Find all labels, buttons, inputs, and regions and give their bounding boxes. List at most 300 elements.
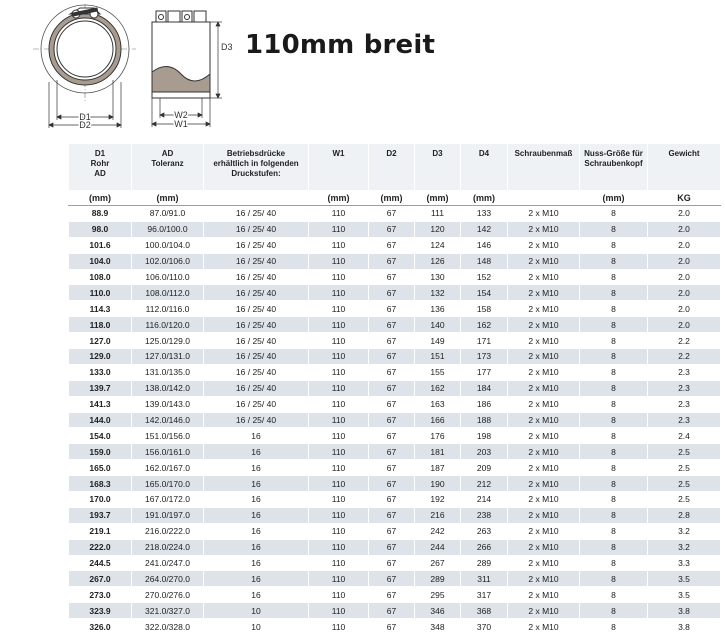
table-row [69,476,721,492]
table-cell: 129.0 [69,349,132,365]
table-cell: 2.2 [648,333,721,349]
table-cell: 67 [369,523,415,539]
table-cell: 16 / 25/ 40 [204,349,309,365]
table-cell: 219.1 [69,523,132,539]
table-cell: 110 [309,428,369,444]
header-line: D4 [478,149,490,158]
table-cell: 10 [204,619,309,635]
table-cell: 8 [580,221,648,237]
table-cell: 110 [309,587,369,603]
table-cell: 8 [580,301,648,317]
table-row [69,571,721,587]
table-cell: 67 [369,444,415,460]
table-cell: 2 x M10 [508,333,580,349]
table-cell: 127.0/131.0 [132,349,204,365]
header-ad [132,144,204,191]
table-cell: 2 x M10 [508,507,580,523]
label-d1: D1 [79,112,91,122]
table-cell: 165.0/170.0 [132,476,204,492]
table-cell: 212 [461,476,508,492]
unit-cell: (mm) [132,191,204,206]
table-cell: 110 [309,523,369,539]
table-cell: 16 [204,571,309,587]
units-row [69,191,721,206]
table-cell: 3.8 [648,619,721,635]
table-cell: 67 [369,428,415,444]
table-row [69,539,721,555]
table-cell: 165.0 [69,460,132,476]
header-line: Nuss-Größe für [584,149,643,158]
table-cell: 2 x M10 [508,269,580,285]
table-cell: 348 [415,619,461,635]
table-cell: 110 [309,364,369,380]
table-cell: 136 [415,301,461,317]
table-cell: 166 [415,412,461,428]
table-cell: 114.3 [69,301,132,317]
table-cell: 67 [369,603,415,619]
table-cell: 110 [309,412,369,428]
front-view [33,4,136,102]
table-cell: 67 [369,476,415,492]
header-line: AD [161,149,174,158]
header-line: D1 [94,149,106,158]
table-cell: 67 [369,333,415,349]
side-view [152,11,210,98]
table-cell: 67 [369,539,415,555]
table-cell: 16 [204,587,309,603]
label-w2: W2 [174,110,188,120]
table-cell: 267.0 [69,571,132,587]
table-cell: 144.0 [69,412,132,428]
header-line: Schraubenmaß [514,149,573,158]
table-cell: 154 [461,285,508,301]
table-cell: 162 [461,317,508,333]
table-cell: 222.0 [69,539,132,555]
table-cell: 158 [461,301,508,317]
table-row [69,587,721,603]
table-cell: 2 x M10 [508,364,580,380]
table-cell: 67 [369,571,415,587]
unit-cell [508,191,580,206]
table-cell: 321.0/327.0 [132,603,204,619]
table-cell: 311 [461,571,508,587]
table-cell: 67 [369,555,415,571]
table-cell: 146 [461,237,508,253]
table-cell: 139.7 [69,380,132,396]
table-cell: 141.3 [69,396,132,412]
table-cell: 8 [580,460,648,476]
table-cell: 100.0/104.0 [132,237,204,253]
table-cell: 218.0/224.0 [132,539,204,555]
spec-table [68,143,721,635]
table-cell: 170.0 [69,492,132,508]
unit-cell: (mm) [461,191,508,206]
table-cell: 187 [415,460,461,476]
table-cell: 2 x M10 [508,571,580,587]
table-cell: 2 x M10 [508,587,580,603]
table-cell: 67 [369,317,415,333]
header-line: Schraubenkopf [584,159,643,168]
table-cell: 101.6 [69,237,132,253]
header-line: D3 [432,149,443,158]
table-cell: 110 [309,317,369,333]
table-cell: 2 x M10 [508,396,580,412]
table-cell: 67 [369,237,415,253]
table-cell: 67 [369,349,415,365]
table-cell: 2.0 [648,301,721,317]
unit-cell: (mm) [415,191,461,206]
table-cell: 322.0/328.0 [132,619,204,635]
table-cell: 2 x M10 [508,253,580,269]
table-cell: 216.0/222.0 [132,523,204,539]
table-cell: 108.0 [69,269,132,285]
table-cell: 2 x M10 [508,412,580,428]
table-cell: 8 [580,492,648,508]
table-cell: 110 [309,539,369,555]
table-cell: 270.0/276.0 [132,587,204,603]
table-cell: 2.5 [648,492,721,508]
table-cell: 168.3 [69,476,132,492]
table-cell: 2.0 [648,317,721,333]
table-cell: 16 [204,460,309,476]
table-cell: 110 [309,237,369,253]
table-cell: 8 [580,539,648,555]
table-cell: 149 [415,333,461,349]
table-cell: 3.5 [648,571,721,587]
table-row [69,349,721,365]
table-cell: 167.0/172.0 [132,492,204,508]
table-cell: 154.0 [69,428,132,444]
table-row [69,221,721,237]
table-cell: 130 [415,269,461,285]
table-cell: 132 [415,285,461,301]
table-cell: 3.8 [648,603,721,619]
table-cell: 2 x M10 [508,555,580,571]
clamp-technical-drawing [28,2,238,130]
header-screw [508,144,580,191]
unit-cell: (mm) [580,191,648,206]
table-cell: 176 [415,428,461,444]
header-line: Toleranz [151,159,184,168]
table-cell: 16 / 25/ 40 [204,317,309,333]
table-cell: 67 [369,269,415,285]
header-w1 [309,144,369,191]
table-cell: 2 x M10 [508,523,580,539]
table-cell: 267 [415,555,461,571]
label-d2: D2 [79,120,91,130]
table-cell: 67 [369,507,415,523]
header-row [69,144,721,191]
table-cell: 8 [580,619,648,635]
header-line: erhältlich in folgenden [213,159,299,168]
header-nut [580,144,648,191]
table-cell: 8 [580,507,648,523]
table-cell: 295 [415,587,461,603]
table-cell: 127.0 [69,333,132,349]
table-cell: 16 [204,539,309,555]
table-cell: 152 [461,269,508,285]
table-cell: 317 [461,587,508,603]
table-cell: 133 [461,206,508,222]
table-cell: 16 [204,476,309,492]
table-cell: 16 / 25/ 40 [204,206,309,222]
table-cell: 110 [309,396,369,412]
unit-cell: (mm) [309,191,369,206]
unit-cell [204,191,309,206]
table-cell: 110 [309,380,369,396]
table-cell: 2.0 [648,285,721,301]
header-line: D2 [386,149,397,158]
table-row [69,396,721,412]
table-row [69,380,721,396]
table-cell: 2.2 [648,349,721,365]
table-cell: 8 [580,523,648,539]
table-cell: 10 [204,603,309,619]
label-w1: W1 [174,119,188,129]
table-cell: 110 [309,571,369,587]
table-cell: 289 [461,555,508,571]
table-cell: 203 [461,444,508,460]
table-row [69,237,721,253]
table-cell: 126 [415,253,461,269]
table-cell: 2 x M10 [508,492,580,508]
table-cell: 242 [415,523,461,539]
table-cell: 2.5 [648,476,721,492]
table-cell: 110 [309,285,369,301]
table-cell: 96.0/100.0 [132,221,204,237]
table-cell: 171 [461,333,508,349]
table-cell: 370 [461,619,508,635]
table-cell: 244 [415,539,461,555]
table-cell: 102.0/106.0 [132,253,204,269]
table-row [69,269,721,285]
table-cell: 16 / 25/ 40 [204,380,309,396]
table-cell: 188 [461,412,508,428]
table-cell: 2 x M10 [508,380,580,396]
table-cell: 110 [309,333,369,349]
table-row [69,285,721,301]
header-weight [648,144,721,191]
table-cell: 87.0/91.0 [132,206,204,222]
table-cell: 8 [580,428,648,444]
table-row [69,603,721,619]
table-cell: 16 / 25/ 40 [204,333,309,349]
table-cell: 139.0/143.0 [132,396,204,412]
table-cell: 184 [461,380,508,396]
table-row [69,460,721,476]
table-cell: 67 [369,492,415,508]
table-cell: 151 [415,349,461,365]
table-cell: 2 x M10 [508,603,580,619]
table-cell: 2.4 [648,428,721,444]
table-cell: 67 [369,206,415,222]
table-cell: 3.5 [648,587,721,603]
table-cell: 2.3 [648,396,721,412]
table-cell: 142.0/146.0 [132,412,204,428]
table-cell: 110 [309,349,369,365]
table-cell: 151.0/156.0 [132,428,204,444]
table-cell: 8 [580,285,648,301]
page-title: 110mm breit [245,30,436,60]
table-cell: 16 / 25/ 40 [204,412,309,428]
label-d3: D3 [221,42,233,52]
table-row [69,619,721,635]
table-cell: 238 [461,507,508,523]
table-cell: 209 [461,460,508,476]
table-cell: 110 [309,555,369,571]
table-cell: 3.2 [648,539,721,555]
table-row [69,555,721,571]
table-cell: 155 [415,364,461,380]
table-cell: 2 x M10 [508,476,580,492]
table-cell: 110 [309,301,369,317]
table-row [69,206,721,222]
table-cell: 3.2 [648,523,721,539]
table-cell: 2 x M10 [508,444,580,460]
table-cell: 16 [204,555,309,571]
table-cell: 16 [204,492,309,508]
table-cell: 2.3 [648,412,721,428]
table-cell: 3.3 [648,555,721,571]
table-cell: 110 [309,206,369,222]
header-line: Rohr [90,159,110,168]
table-cell: 2 x M10 [508,237,580,253]
table-cell: 173 [461,349,508,365]
table-cell: 16 / 25/ 40 [204,285,309,301]
table-cell: 2.0 [648,237,721,253]
table-cell: 266 [461,539,508,555]
table-cell: 193.7 [69,507,132,523]
table-cell: 16 [204,507,309,523]
table-cell: 67 [369,364,415,380]
table-row [69,301,721,317]
table-cell: 67 [369,301,415,317]
table-cell: 326.0 [69,619,132,635]
header-line: Druckstufen: [231,169,281,178]
table-cell: 142 [461,221,508,237]
table-row [69,428,721,444]
table-cell: 116.0/120.0 [132,317,204,333]
table-cell: 16 [204,444,309,460]
header-d2 [369,144,415,191]
table-cell: 16 / 25/ 40 [204,396,309,412]
table-row [69,444,721,460]
table-cell: 125.0/129.0 [132,333,204,349]
table-cell: 16 / 25/ 40 [204,221,309,237]
table-cell: 2.0 [648,206,721,222]
table-cell: 8 [580,603,648,619]
d3-dimension [210,22,222,98]
table-cell: 8 [580,364,648,380]
table-cell: 8 [580,396,648,412]
table-cell: 346 [415,603,461,619]
table-cell: 2 x M10 [508,317,580,333]
table-cell: 181 [415,444,461,460]
table-cell: 110 [309,476,369,492]
table-cell: 214 [461,492,508,508]
table-cell: 8 [580,380,648,396]
table-cell: 159.0 [69,444,132,460]
table-cell: 8 [580,317,648,333]
table-cell: 138.0/142.0 [132,380,204,396]
unit-cell: (mm) [69,191,132,206]
table-cell: 8 [580,349,648,365]
table-cell: 244.5 [69,555,132,571]
table-cell: 8 [580,412,648,428]
table-cell: 88.9 [69,206,132,222]
table-cell: 124 [415,237,461,253]
table-row [69,364,721,380]
header-line: AD [94,169,106,178]
header-d4 [461,144,508,191]
table-cell: 16 / 25/ 40 [204,301,309,317]
table-cell: 67 [369,587,415,603]
table-cell: 16 / 25/ 40 [204,253,309,269]
table-cell: 67 [369,396,415,412]
table-cell: 8 [580,476,648,492]
table-cell: 16 [204,428,309,444]
table-cell: 8 [580,555,648,571]
table-cell: 8 [580,444,648,460]
table-cell: 8 [580,571,648,587]
table-row [69,492,721,508]
header-line: Betriebsdrücke [226,149,286,158]
table-cell: 2 x M10 [508,349,580,365]
table-cell: 190 [415,476,461,492]
table-cell: 2 x M10 [508,301,580,317]
table-cell: 112.0/116.0 [132,301,204,317]
table-cell: 323.9 [69,603,132,619]
table-cell: 110 [309,507,369,523]
table-cell: 163 [415,396,461,412]
table-cell: 110 [309,253,369,269]
unit-cell: KG [648,191,721,206]
table-cell: 2.5 [648,460,721,476]
table-cell: 67 [369,460,415,476]
table-cell: 67 [369,253,415,269]
table-cell: 2 x M10 [508,206,580,222]
table-cell: 2.3 [648,380,721,396]
table-cell: 106.0/110.0 [132,269,204,285]
table-cell: 216 [415,507,461,523]
table-cell: 2.0 [648,221,721,237]
table-cell: 111 [415,206,461,222]
table-cell: 67 [369,380,415,396]
table-cell: 118.0 [69,317,132,333]
table-cell: 140 [415,317,461,333]
table-cell: 8 [580,253,648,269]
table-cell: 16 [204,523,309,539]
table-cell: 241.0/247.0 [132,555,204,571]
table-cell: 131.0/135.0 [132,364,204,380]
table-cell: 162 [415,380,461,396]
table-cell: 16 / 25/ 40 [204,237,309,253]
table-cell: 8 [580,587,648,603]
table-cell: 191.0/197.0 [132,507,204,523]
table-cell: 192 [415,492,461,508]
table-cell: 162.0/167.0 [132,460,204,476]
table-row [69,333,721,349]
table-cell: 120 [415,221,461,237]
table-cell: 186 [461,396,508,412]
table-cell: 110 [309,619,369,635]
table-cell: 110 [309,460,369,476]
table-cell: 2.3 [648,364,721,380]
table-cell: 8 [580,269,648,285]
header-line: Gewicht [668,149,700,158]
table-cell: 67 [369,412,415,428]
table-cell: 2 x M10 [508,285,580,301]
